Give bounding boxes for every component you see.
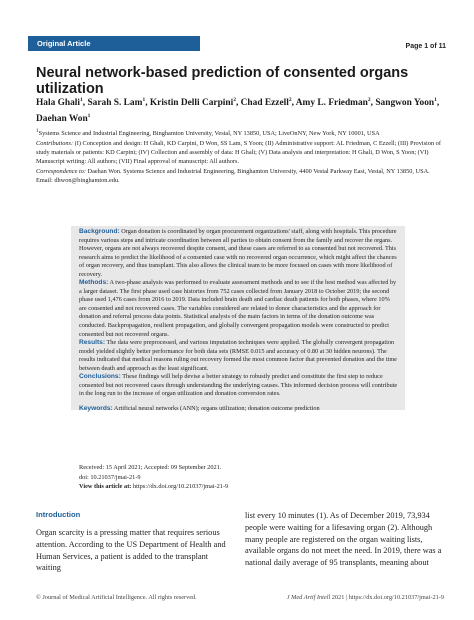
background-label: Background: (79, 228, 120, 235)
journal-footer (287, 594, 444, 601)
journal-name: J Med Artif Intell (286, 594, 331, 601)
author-name-text: Kristin Delli Carpini (149, 98, 234, 109)
abstract (79, 228, 399, 413)
author-list: Hala Ghali$^1$, Sarah S. Lam$^1$, Kristin Delli Carpini$^2$, Chad Ezzell$^2$, Amy L. Friedman$^2$, Sangwon Yoon$^1$, Daehan Won$^1$ (36, 97, 440, 125)
body-column-left (36, 527, 232, 574)
author-name (241, 98, 292, 108)
journal-doi: 2021 | https://dx.doi.org/10.21037/jmai-21-9 (330, 594, 444, 601)
author-name-text: Chad Ezzell (240, 98, 289, 109)
intro-paragraph-right: list every 10 minutes (1). As of December 2019, 73,934 people were waiting for a lifesaving organ (2). Although many people are registered on the organ waiting lists, available organs do not meet the need. In 2019, there was a national daily average of 95 transplants, meaning about (245, 511, 442, 568)
article-title: Neural network-based prediction of consented organs utilization (36, 65, 409, 97)
author-name (150, 98, 236, 108)
results-label: Results: (79, 339, 106, 347)
view-article (79, 482, 399, 492)
author-affiliation-mark: 1 (87, 113, 91, 120)
author-name (36, 114, 90, 124)
abstract-conclusions-section (79, 373, 399, 399)
intro-paragraph-left: Organ scarcity is a pressing matter that requires serious attention. According to the US Department of Health and Human Services, a patient is added to the transplant waiting (36, 528, 226, 573)
introduction-heading: Introduction (36, 510, 81, 519)
contributions (36, 140, 441, 167)
copyright-footer: © Journal of Medical Artificial Intelligence. All rights reserved. (36, 594, 197, 601)
keywords-label: Keywords: (79, 404, 113, 412)
author-name (375, 98, 437, 108)
author-affiliation-mark: 2 (367, 97, 371, 103)
author-name-text: Sangwon Yoon (375, 98, 435, 109)
correspondence (36, 168, 441, 186)
keywords-text: Artificial neural networks (ANN); organs utilization; donation outcome prediction (112, 404, 320, 412)
contributions-label: Contributions: (36, 140, 74, 147)
abstract-methods-section (79, 279, 399, 339)
correspondence-text: Daehan Won. Systems Science and Industrial Engineering, Binghamton University, 4400 Vestal Parkway East, Vestal, NY 13850, USA. Email: dhwon@binghamton.edu. (36, 167, 430, 184)
author-affiliation-mark: 1 (80, 97, 83, 103)
methods-text: A two-phase analysis was performed to evaluate assessment methods and to see if the best method was affected by a larger dataset. The first phase used case histories from 752 cases collected from January 2018 to October 2019; the second phase used 1,476 cases from 2016 to 2019. Data included brain death and cardiac death patients for both phases, where 10% are consented and not recovered cases. The variables considered are related to donor characteristics and the approach for donation and referral process data points. Statistical analysis of the main factors in terms of the donation outcome was conducted. Backpropagation, resilient propagation, and globally convergent propagation models were constructed to predict consented but not recovered organs. (79, 279, 397, 338)
abstract-background-section (79, 228, 399, 279)
view-url-link[interactable]: https://dx.doi.org/10.21037/jmai-21-9 (131, 483, 229, 490)
keywords-section (79, 405, 399, 414)
author-name-text: Sarah S. Lam (87, 98, 143, 109)
affiliations-block (36, 127, 441, 187)
author-affiliation-mark: 2 (288, 97, 292, 103)
author-name (36, 98, 83, 108)
author-affiliation-mark: 2 (233, 97, 236, 103)
results-text: The data were preprocessed, and various imputation techniques were applied. The globally convergent propagation model yielded slightly better performance for both data sets (RMSE 0.015 and accuracy of 0.80 at 30 hidden neurons). The results indicated that medical reasons ruling out recovery formed the most common factor that prevented donation and the time between death and approach as the least significant. (79, 339, 397, 372)
body-column-right (245, 510, 442, 569)
contributions-text: (I) Conception and design: H Ghali, KD Carpini, D Won, SS Lam, S Yoon; (II) Administrative support: AL Friedman, C Ezzell; (III) Provision of study materials or patients: KD Carpini; (IV) Collection and assembly of data: H Ghali; (V) Data analysis and interpretation: H Ghali, D Won, S Yoon; (VI) Manuscript writing: All authors; (VII) Final approval of manuscript: All authors. (36, 140, 441, 165)
affiliation-text: Systems Science and Industrial Engineering, Binghamton University, Vestal, NY 13850, USA; LiveOnNY, New York, NY 10001, USA (38, 130, 380, 138)
affiliations: $^1$Systems Science and Industrial Engineering, Binghamton University, Vestal, NY 13850, USA; LiveOnNY, New York, NY 10001, USA (36, 128, 380, 138)
author-name (296, 98, 371, 108)
conclusions-text: These findings will help devise a better strategy to robustly predict and constitute the first step to reduce consented but not recovered cases through understanding the underlying causes. This informed decision process will contribute in the long run to the increase of organ utilization and donation conversion rates. (79, 373, 398, 398)
methods-label: Methods: (79, 279, 109, 287)
view-label: View this article at: (79, 483, 132, 490)
doi: doi: 10.21037/jmai-21-9 (79, 473, 141, 481)
author-affiliation-mark: 1 (434, 97, 437, 103)
author-name (87, 98, 145, 108)
background-text: Organ donation is coordinated by organ procurement organizations' staff, along with hospitals. This procedure requires various steps and intricate coordination between all parties to obtain consent from the family and recover the organs. However, organs are not always recovered despite consent, and these cases are referred to as consented but not recovered. This research aims to predict the likelihood of a consented case with no recovered organ occurrence, which might affect the chances of organ recovery, and thus transplant. This also allows the clinical team to be more focused on cases with more likelihood of recovery. (79, 228, 397, 278)
received-accepted: Received: 15 April 2021; Accepted: 09 September 2021. (79, 464, 222, 471)
author-name-text: Daehan Won (36, 114, 88, 125)
article-type-badge: Original Article (28, 36, 200, 51)
page-number: Page 1 of 11 (405, 43, 446, 50)
conclusions-label: Conclusions: (79, 373, 121, 381)
abstract-results-section (79, 339, 399, 373)
author-name-text: Hala Ghali (36, 98, 81, 109)
correspondence-label: Correspondence to: (36, 167, 86, 175)
author-name-text: Amy L. Friedman (295, 98, 368, 109)
author-affiliation-mark: 1 (142, 97, 146, 103)
article-dates (79, 463, 399, 492)
